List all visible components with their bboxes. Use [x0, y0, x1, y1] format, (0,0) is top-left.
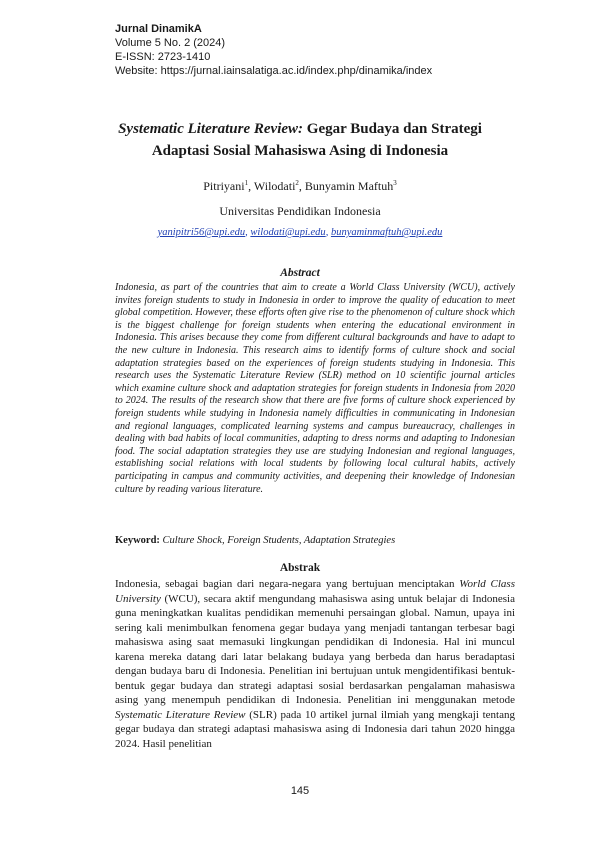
keywords — [115, 535, 515, 546]
author-2: Wilodati — [253, 179, 296, 193]
paper-title — [90, 118, 510, 162]
abstrak-italic-1: World Class University — [115, 578, 515, 605]
author-3-sup: 3 — [393, 179, 397, 187]
author-sep: , — [298, 179, 305, 193]
email-sep: , — [245, 227, 251, 238]
abstrak-part-3: (SLR) pada 10 artikel jurnal ilmiah yang mengkaji tentang gegar budaya dan strategi adaptasi mahasiswa asing di Indonesia dari tahun 2020 hingga 2024. Hasil penelitian — [115, 708, 515, 750]
abstrak-italic-2: Systematic Literature Review — [115, 708, 246, 721]
keyword-values: Culture Shock, Foreign Students, Adaptation Strategies — [159, 535, 396, 546]
email-sep: , — [325, 227, 331, 238]
email-list — [90, 227, 510, 238]
title-italic: Systematic Literature Review: — [118, 121, 304, 137]
author-sep: , — [248, 179, 254, 193]
title-line1: Gegar Budaya dan Strategi — [303, 121, 482, 137]
journal-header — [115, 22, 432, 78]
email-link-2[interactable]: wilodati@upi.edu — [250, 227, 326, 238]
page-number: 145 — [290, 785, 310, 797]
abstrak-text — [115, 577, 515, 751]
email-link-1[interactable]: yanipitri56@upi.edu — [157, 227, 246, 238]
author-2-sup: 2 — [295, 179, 299, 187]
abstrak-part-2: (WCU), secara aktif mengundang mahasiswa asing untuk belajar di Indonesia guna meningkatkan kualitas pendidikan memenuhi persaingan global. Namun, upaya ini sering kali menimbulkan fenomena gegar budaya yang menjadi tantangan terbesar bagi mahasiswa asing saat memasuki lingkungan pendidikan di Indonesia. Hal ini muncul karena mereka datang dari latar belakang budaya yang berbeda dan harus beradaptasi dengan budaya baru di Indonesia. Penelitian ini bertujuan untuk mengidentifikasi bentuk-bentuk gegar budaya dan strategi adaptasi sosial berdasarkan pengalaman mahasiswa asing yang menempuh pendidikan di Indonesia. Penelitian ini menggunakan metode — [115, 592, 515, 706]
abstrak-heading: Abstrak — [279, 562, 321, 574]
abstrak-part-1: Indonesia, sebagai bagian dari negara-negara yang bertujuan menciptakan — [115, 578, 460, 590]
author-1-sup: 1 — [244, 179, 249, 187]
abstract-heading: Abstract — [280, 267, 320, 279]
journal-name: Jurnal DinamikA — [115, 23, 202, 35]
affiliation: Universitas Pendidikan Indonesia — [219, 204, 381, 218]
journal-eissn: E-ISSN: 2723-1410 — [115, 51, 211, 63]
title-line2: Adaptasi Sosial Mahasiswa Asing di Indonesia — [151, 143, 449, 159]
abstract-text: Indonesia, as part of the countries that aim to create a World Class University (WCU), actively invites foreign students to study in Indonesia in order to improve the quality of education to meet global competition. However, these efforts often give rise to the phenomenon of culture shock which is the biggest challenge for foreign students when entering the educational environment in Indonesia. This arises because they come from different cultural backgrounds and have to adapt to the new culture in Indonesia. This research aims to identify forms of culture shock and social adaptation strategies based on the experiences of foreign students studying in Indonesia. This research uses the Systematic Literature Review (SLR) method on 10 scientific journal articles which examine culture shock and adaptation strategies for foreign students in Indonesia from 2020 to 2024. The results of the research show that there are five forms of culture shock experienced by foreign students while studying in Indonesia namely difficulties in communicating in Indonesian and regional languages, complicated learning systems and campus bureaucracy, challenges in dealing with bad habits of local communities, adapting to dress norms and adapting to Indonesian food. The social adaptation strategies they use are studying Indonesian and regional languages, establishing social relations with local students by following local cultural habits, actively participating in campus and community activities, and deepening their knowledge of Indonesian culture by reading various literature. — [115, 282, 515, 495]
journal-website: Website: https://jurnal.iainsalatiga.ac.id/index.php/dinamika/index — [115, 65, 433, 77]
author-1: Pitriyani — [203, 179, 245, 193]
keyword-label: Keyword: — [115, 535, 160, 546]
author-3: Bunyamin Maftuh — [304, 179, 394, 193]
journal-volume: Volume 5 No. 2 (2024) — [115, 37, 226, 49]
author-list — [90, 179, 510, 194]
email-link-3[interactable]: bunyaminmaftuh@upi.edu — [330, 227, 443, 238]
